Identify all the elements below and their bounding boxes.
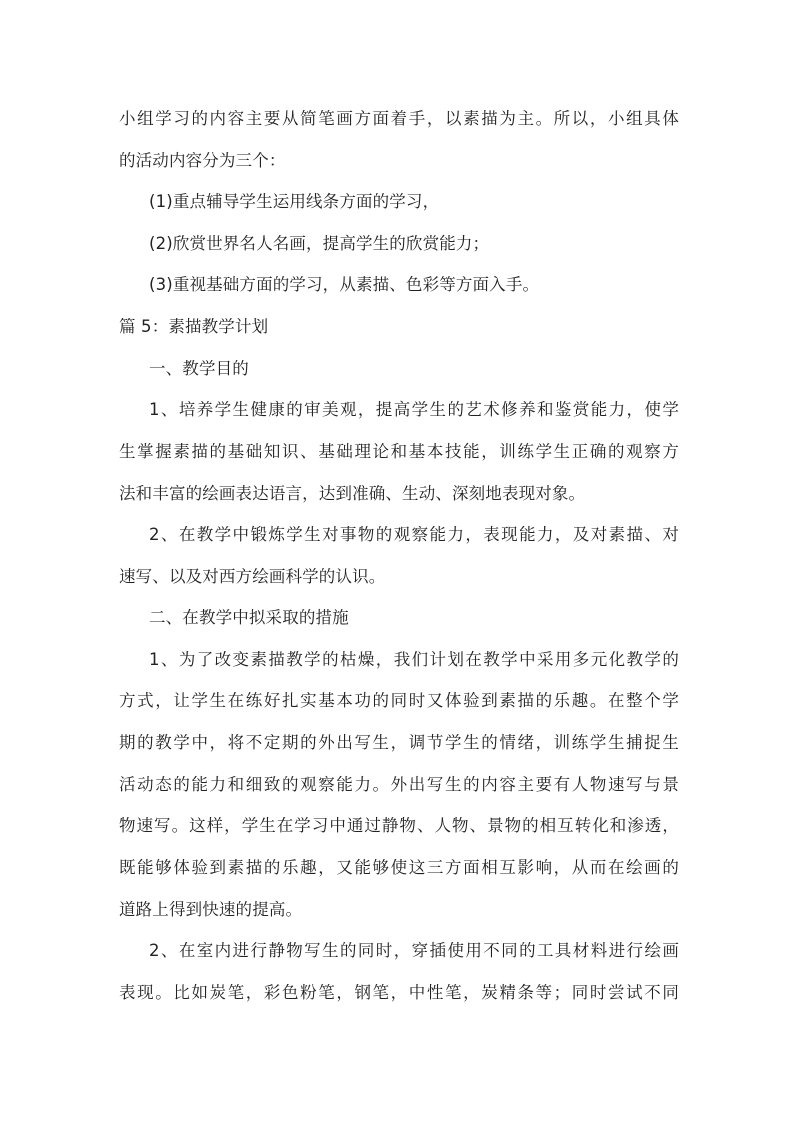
paragraph-line: 小组学习的内容主要从简笔画方面着手，以素描为主。所以，小组具体 — [119, 109, 679, 128]
paragraph-line: 1、培养学生健康的审美观，提高学生的艺术修养和鉴赏能力，使学 — [149, 400, 679, 419]
subsection-heading: 二、在教学中拟采取的措施 — [149, 608, 349, 627]
paragraph-line: 期的教学中，将不定期的外出写生，调节学生的情绪，训练学生捕捉生 — [119, 733, 679, 752]
list-item: (1)重点辅导学生运用线条方面的学习， — [149, 192, 440, 211]
paragraph-line: 法和丰富的绘画表达语言，达到准确、生动、深刻地表现对象。 — [119, 484, 586, 503]
paragraph-line: 方式，让学生在练好扎实基本功的同时又体验到素描的乐趣。在整个学 — [119, 691, 679, 710]
subsection-heading: 一、教学目的 — [149, 359, 249, 378]
list-item: (2)欣赏世界名人名画，提高学生的欣赏能力； — [149, 234, 490, 253]
paragraph-line: 既能够体验到素描的乐趣，又能够使这三方面相互影响，从而在绘画的 — [119, 858, 679, 877]
paragraph-line: 2、在室内进行静物写生的同时，穿插使用不同的工具材料进行绘画 — [149, 941, 679, 960]
paragraph-line: 生掌握素描的基础知识、基础理论和基本技能，训练学生正确的观察方 — [119, 442, 679, 461]
paragraph-line: 1、为了改变素描教学的枯燥，我们计划在教学中采用多元化教学的 — [149, 650, 679, 669]
paragraph-line: 物速写。这样，学生在学习中通过静物、人物、景物的相互转化和渗透， — [119, 816, 679, 835]
paragraph-line: 道路上得到快速的提高。 — [119, 900, 303, 919]
paragraph-line: 表现。比如炭笔，彩色粉笔，钢笔，中性笔，炭精条等；同时尝试不同 — [119, 983, 679, 1002]
list-item: (3)重视基础方面的学习，从素描、色彩等方面入手。 — [149, 275, 540, 294]
paragraph-line: 速写、以及对西方绘画科学的认识。 — [119, 567, 386, 586]
paragraph-line: 2、在教学中锻炼学生对事物的观察能力，表现能力，及对素描、对 — [149, 525, 679, 544]
paragraph-line: 活动态的能力和细致的观察能力。外出写生的内容主要有人物速写与景 — [119, 775, 679, 794]
section-heading: 篇 5：素描教学计划 — [119, 317, 269, 336]
paragraph-line: 的活动内容分为三个： — [119, 151, 286, 170]
